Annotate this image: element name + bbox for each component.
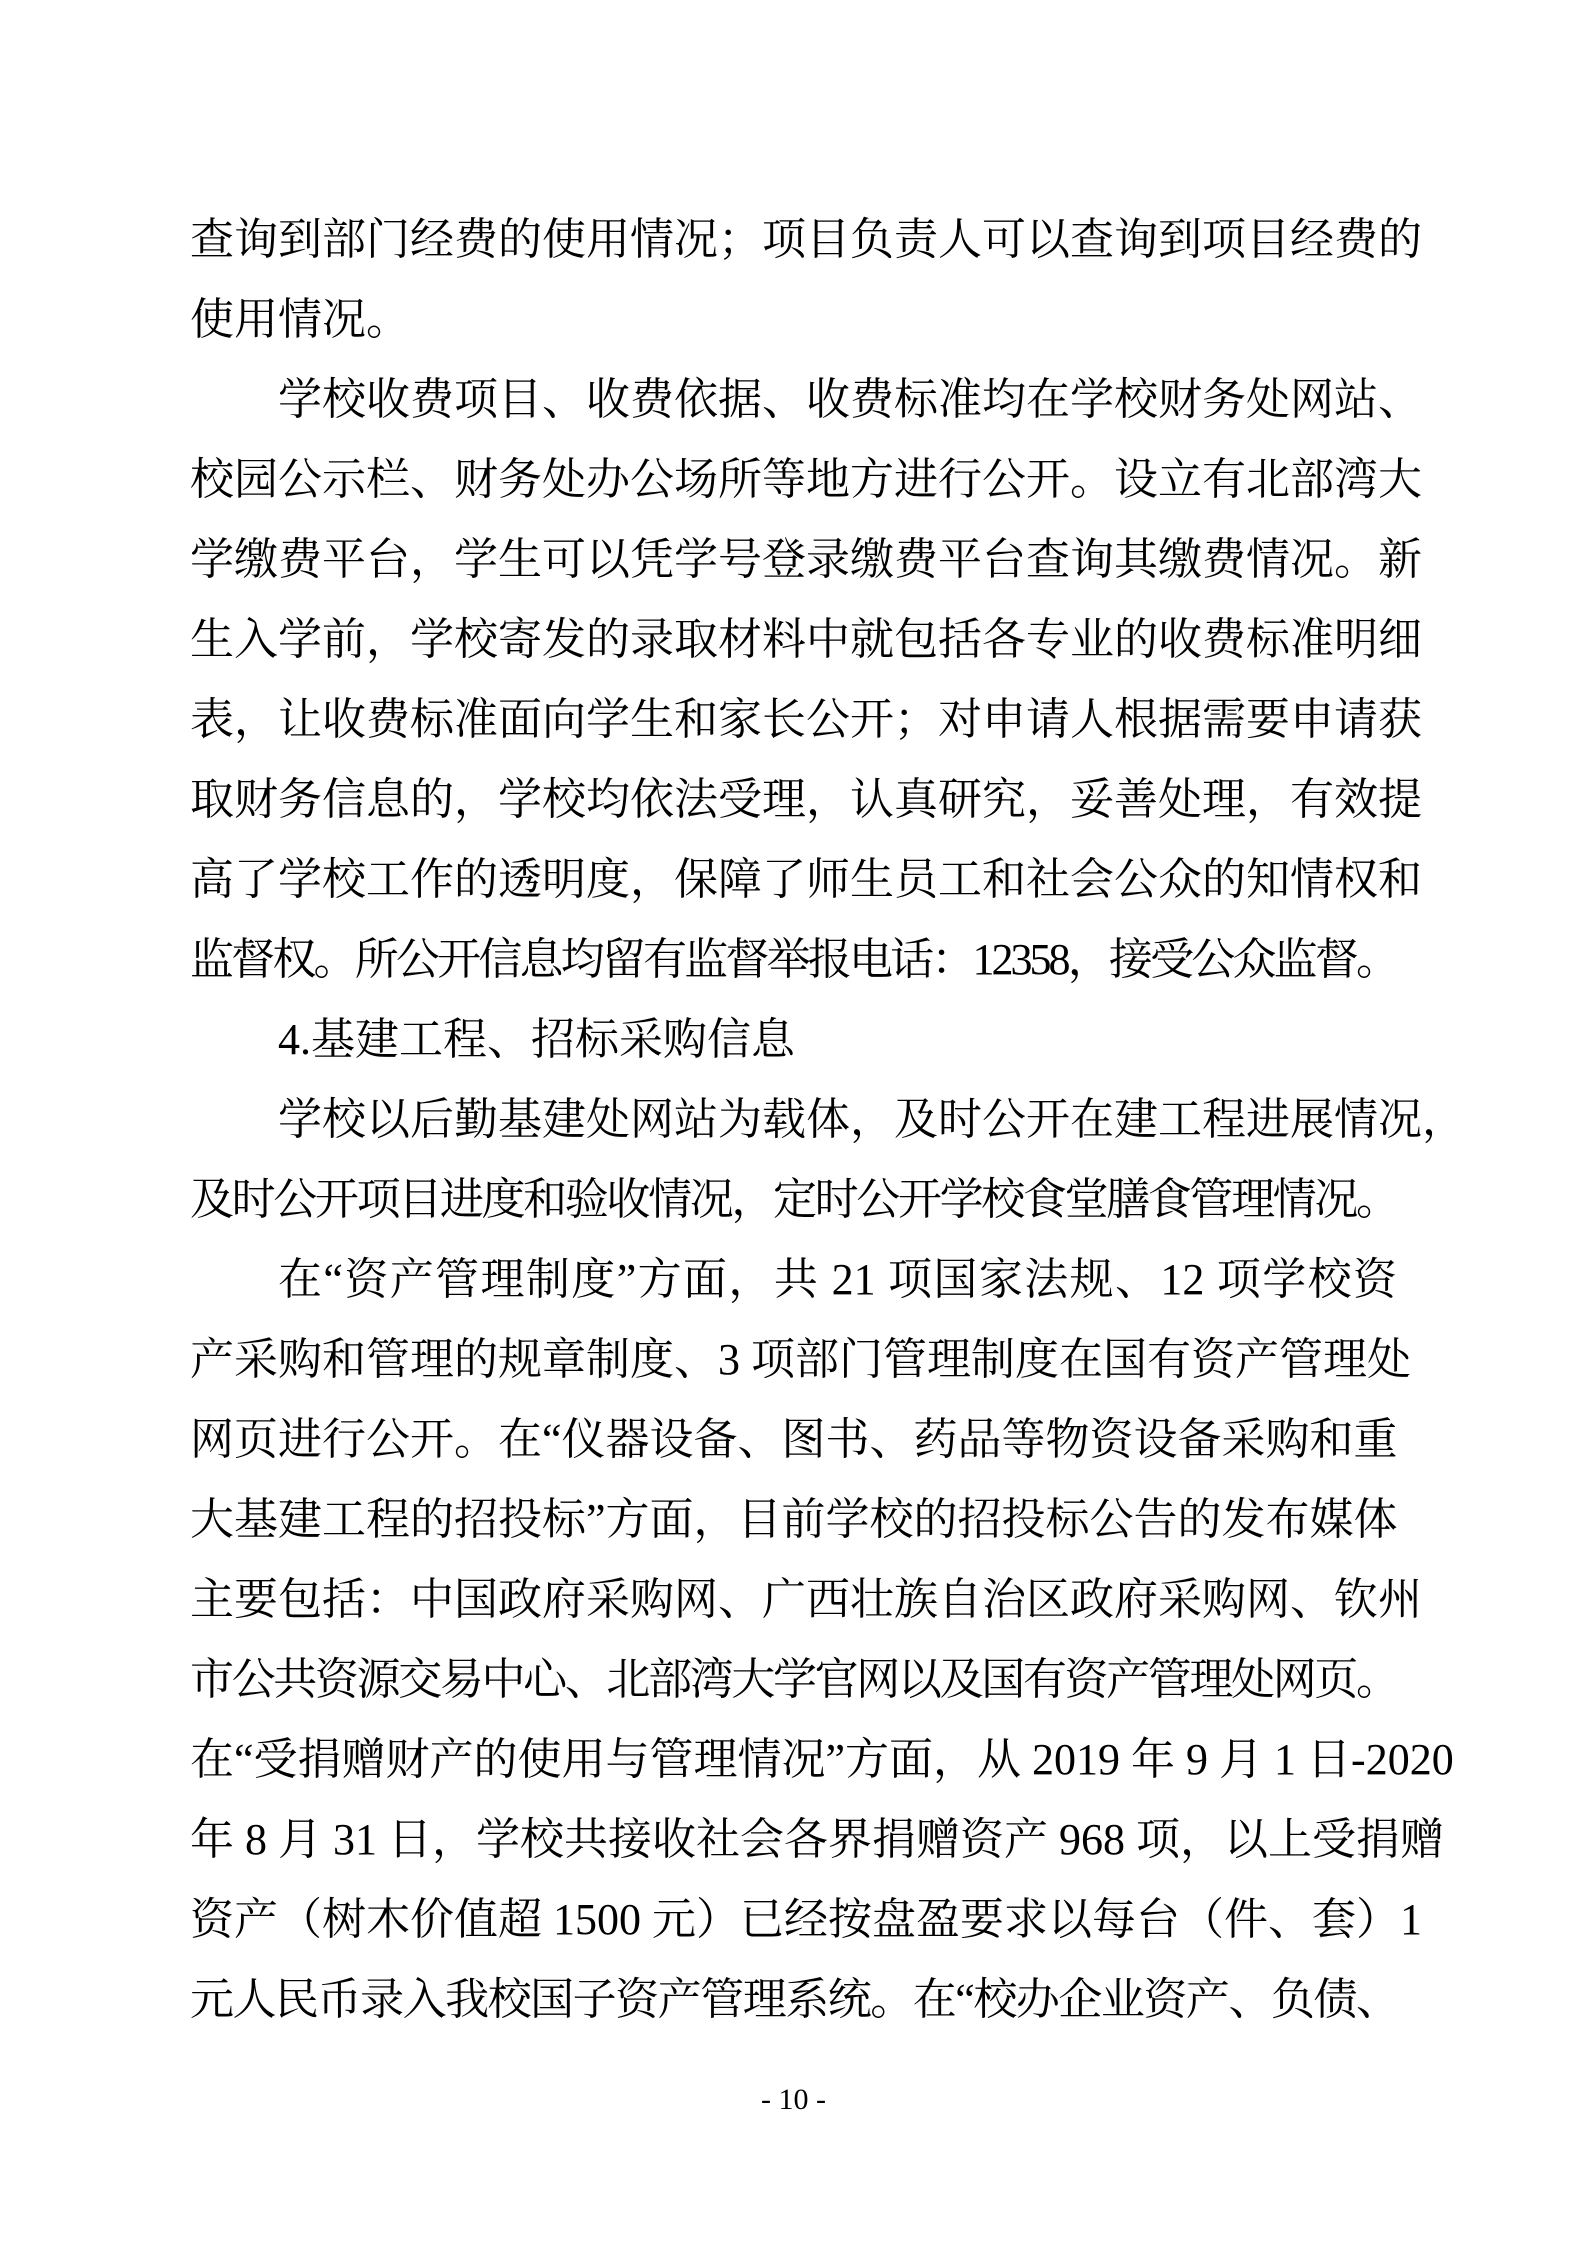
text-line: 校园公示栏、财务处办公场所等地方进行公开。设立有北部湾大 bbox=[190, 455, 1422, 504]
text-line: 学校收费项目、收费依据、收费标准均在学校财务处网站、 bbox=[278, 375, 1422, 424]
text-line: 主要包括：中国政府采购网、广西壮族自治区政府采购网、钦州 bbox=[190, 1575, 1422, 1624]
text-line: 产采购和管理的规章制度、3 项部门管理制度在国有资产管理处 bbox=[190, 1335, 1411, 1384]
text-line: 表，让收费标准面向学生和家长公开；对申请人根据需要申请获 bbox=[190, 695, 1422, 744]
text-line: 在“受捐赠财产的使用与管理情况”方面，从 2019 年 9 月 1 日-2020 bbox=[190, 1735, 1454, 1784]
text-line: 及时公开项目进度和验收情况，定时公开学校食堂膳食管理情况。 bbox=[190, 1175, 1397, 1224]
text-line: 大基建工程的招投标”方面，目前学校的招投标公告的发布媒体 bbox=[190, 1495, 1398, 1544]
text-line: 资产（树木价值超 1500 元）已经按盘盈要求以每台（件、套）1 bbox=[190, 1895, 1422, 1944]
text-line: 监督权。所公开信息均留有监督举报电话：12358，接受公众监督。 bbox=[190, 935, 1397, 984]
text-line: 查询到部门经费的使用情况；项目负责人可以查询到项目经费的 bbox=[190, 215, 1422, 264]
text-line: 元人民币录入我校国子资产管理系统。在“校办企业资产、负债、 bbox=[190, 1975, 1397, 2024]
text-line: 取财务信息的，学校均依法受理，认真研究，妥善处理，有效提 bbox=[190, 775, 1422, 824]
text-line: 学校以后勤基建处网站为载体，及时公开在建工程进展情况， bbox=[278, 1095, 1466, 1144]
text-line: 网页进行公开。在“仪器设备、图书、药品等物资设备采购和重 bbox=[190, 1415, 1398, 1464]
text-line: 在“资产管理制度”方面，共 21 项国家法规、12 项学校资 bbox=[278, 1255, 1397, 1304]
text-line: 使用情况。 bbox=[190, 295, 410, 344]
page-number: - 10 - bbox=[761, 2083, 826, 2116]
section-heading: 4.基建工程、招标采购信息 bbox=[278, 1015, 795, 1064]
text-line: 高了学校工作的透明度，保障了师生员工和社会公众的知情权和 bbox=[190, 855, 1422, 904]
text-line: 学缴费平台，学生可以凭学号登录缴费平台查询其缴费情况。新 bbox=[190, 535, 1422, 584]
text-body bbox=[190, 200, 1466, 2040]
text-line: 年 8 月 31 日，学校共接收社会各界捐赠资产 968 项，以上受捐赠 bbox=[190, 1815, 1444, 1864]
text-line: 市公共资源交易中心、北部湾大学官网以及国有资产管理处网页。 bbox=[190, 1655, 1397, 1704]
text-line: 生入学前，学校寄发的录取材料中就包括各专业的收费标准明细 bbox=[190, 615, 1422, 664]
